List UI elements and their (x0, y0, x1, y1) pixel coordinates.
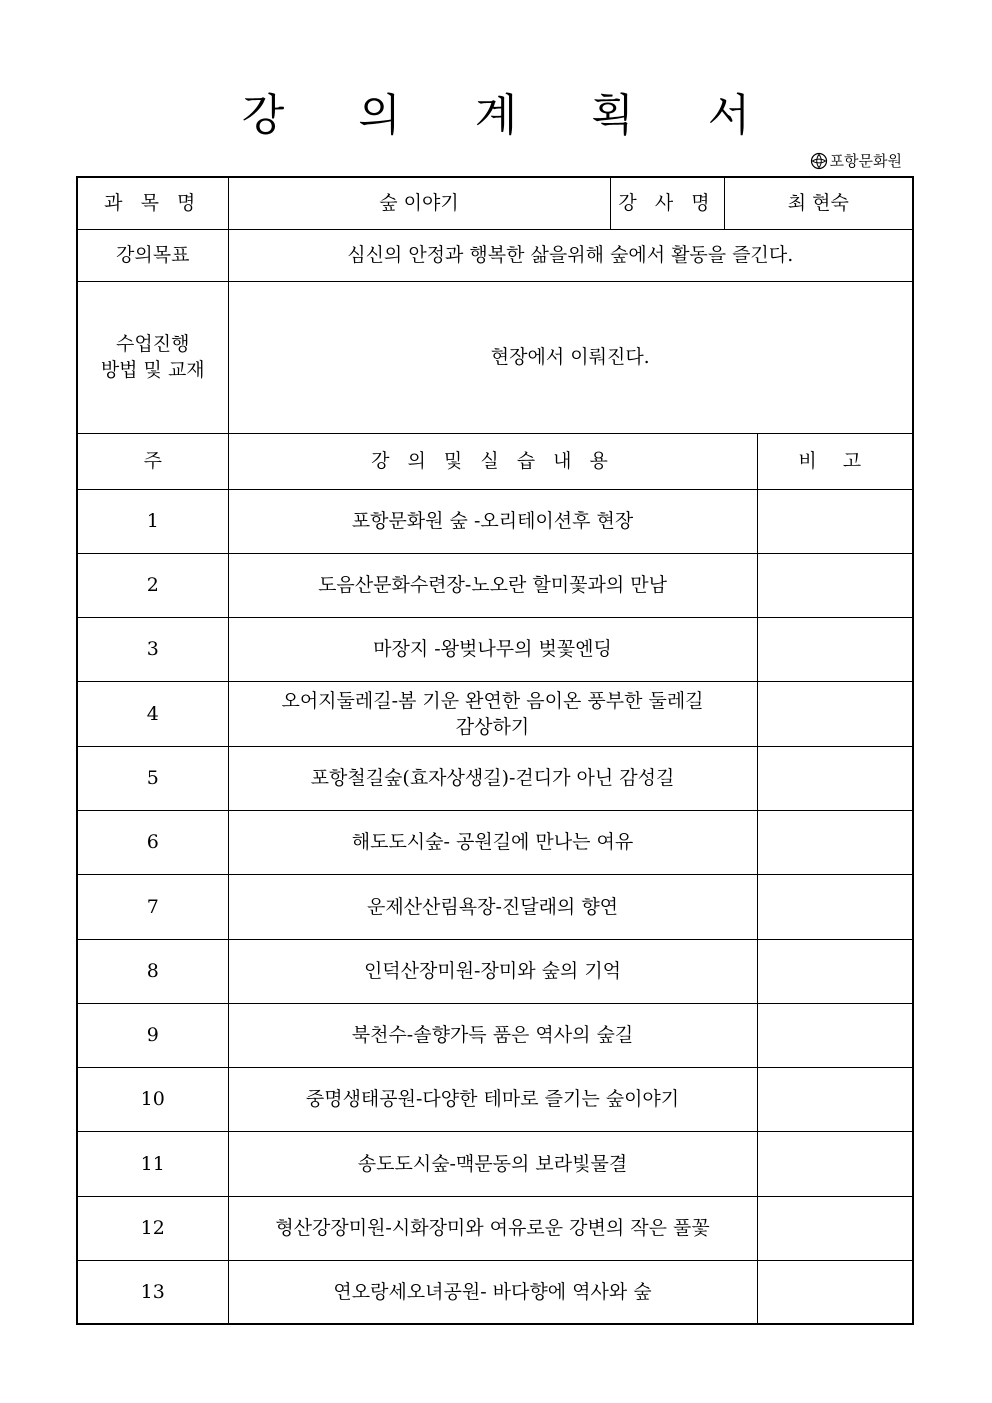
organization-logo-icon (810, 152, 828, 170)
table-row (77, 746, 913, 810)
note-cell (757, 1003, 913, 1067)
schedule-header-row (77, 433, 913, 489)
note-cell (757, 1131, 913, 1196)
week-cell: 5 (77, 746, 228, 810)
subject-value: 숲 이야기 (228, 177, 610, 229)
table-row (77, 1260, 913, 1324)
week-cell: 2 (77, 553, 228, 617)
week-cell: 8 (77, 939, 228, 1003)
note-cell (757, 489, 913, 553)
table-row (77, 1003, 913, 1067)
content-cell: 송도도시숲-맥문동의 보라빛물결 (228, 1131, 757, 1196)
instructor-label: 강 사 명 (610, 177, 724, 229)
content-cell: 북천수-솔향가득 품은 역사의 숲길 (228, 1003, 757, 1067)
content-line2: 감상하기 (455, 715, 530, 738)
method-label-line1: 수업진행 (116, 333, 190, 355)
content-column-header: 강 의 및 실 습 내 용 (228, 433, 757, 489)
method-row (77, 281, 913, 433)
week-cell: 6 (77, 810, 228, 874)
note-cell (757, 810, 913, 874)
table-row (77, 489, 913, 553)
table-row (77, 1067, 913, 1131)
note-cell (757, 617, 913, 681)
subject-label: 과 목 명 (77, 177, 228, 229)
note-cell (757, 939, 913, 1003)
content-cell: 형산강장미원-시화장미와 여유로운 강변의 작은 풀꽃 (228, 1196, 757, 1260)
note-cell (757, 553, 913, 617)
organization-label (810, 150, 902, 172)
week-cell: 11 (77, 1131, 228, 1196)
goal-row (77, 229, 913, 281)
instructor-value: 최 현숙 (724, 177, 913, 229)
content-cell: 인덕산장미원-장미와 숲의 기억 (228, 939, 757, 1003)
table-row (77, 939, 913, 1003)
organization-name: 포항문화원 (829, 152, 902, 170)
content-cell: 포항철길숲(효자상생길)-걷디가 아닌 감성길 (228, 746, 757, 810)
lecture-plan-table (76, 176, 914, 1325)
content-line1: 오어지둘레길-봄 기운 완연한 음이온 풍부한 둘레길 (281, 689, 704, 712)
table-row (77, 553, 913, 617)
note-cell (757, 1196, 913, 1260)
table-row (77, 810, 913, 874)
content-cell: 해도도시숲- 공원길에 만나는 여유 (228, 810, 757, 874)
week-cell: 9 (77, 1003, 228, 1067)
week-column-header: 주 (77, 433, 228, 489)
goal-label: 강의목표 (77, 229, 228, 281)
week-cell: 10 (77, 1067, 228, 1131)
table-row (77, 681, 913, 746)
table-row (77, 1131, 913, 1196)
content-cell: 마장지 -왕벚나무의 벚꽃엔딩 (228, 617, 757, 681)
note-cell (757, 874, 913, 939)
subject-row (77, 177, 913, 229)
content-cell: 연오랑세오녀공원- 바다향에 역사와 숲 (228, 1260, 757, 1324)
week-cell: 1 (77, 489, 228, 553)
content-cell (228, 681, 757, 746)
method-label (77, 281, 228, 433)
week-cell: 3 (77, 617, 228, 681)
content-cell: 포항문화원 숲 -오리테이션후 현장 (228, 489, 757, 553)
note-cell (757, 1260, 913, 1324)
note-cell (757, 1067, 913, 1131)
week-cell: 13 (77, 1260, 228, 1324)
table-row (77, 617, 913, 681)
week-cell: 12 (77, 1196, 228, 1260)
table-row (77, 874, 913, 939)
content-cell: 중명생태공원-다양한 테마로 즐기는 숲이야기 (228, 1067, 757, 1131)
note-column-header: 비 고 (757, 433, 913, 489)
content-cell: 운제산산림욕장-진달래의 향연 (228, 874, 757, 939)
page-title: 강 의 계 획 서 (241, 90, 781, 141)
method-label-line2: 방법 및 교재 (100, 359, 205, 381)
content-cell: 도음산문화수련장-노오란 할미꽃과의 만남 (228, 553, 757, 617)
week-cell: 7 (77, 874, 228, 939)
method-value: 현장에서 이뤄진다. (228, 281, 913, 433)
note-cell (757, 746, 913, 810)
table-row (77, 1196, 913, 1260)
goal-value: 심신의 안정과 행복한 삶을위해 숲에서 활동을 즐긴다. (228, 229, 913, 281)
note-cell (757, 681, 913, 746)
week-cell: 4 (77, 681, 228, 746)
